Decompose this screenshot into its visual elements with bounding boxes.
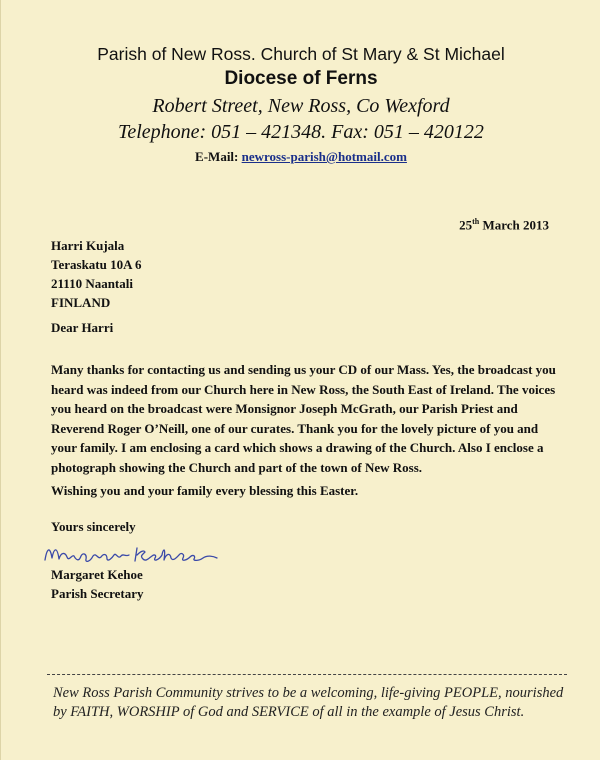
footer-divider bbox=[47, 674, 567, 675]
parish-address: Robert Street, New Ross, Co Wexford bbox=[152, 95, 450, 117]
footer-motto: New Ross Parish Community strives to be a welcoming, life-giving PEOPLE, nourished by FAITH, WORSHIP of God and SERVICE of all in the example of Jesus Christ. bbox=[53, 685, 564, 720]
date-day: 25 bbox=[459, 217, 473, 233]
signer-name: Margaret Kehoe bbox=[51, 567, 143, 582]
recipient-city: 21110 Naantali bbox=[51, 276, 133, 291]
salutation: Dear Harri bbox=[51, 320, 114, 335]
date-rest: March 2013 bbox=[479, 217, 549, 233]
email-link[interactable]: newross-parish@hotmail.com bbox=[241, 149, 407, 164]
diocese-title: Diocese of Ferns bbox=[224, 68, 378, 89]
recipient-address bbox=[51, 236, 142, 312]
parish-phone-fax: Telephone: 051 – 421348. Fax: 051 – 420122 bbox=[118, 121, 484, 143]
recipient-street: Teraskatu 10A 6 bbox=[51, 257, 142, 272]
letter-body: Many thanks for contacting us and sending us your CD of our Mass. Yes, the broadcast you heard was indeed from our Church here in New Ross, the South East of Ireland. The voices you heard on the broadcast were Monsignor Joseph McGrath, our Parish Priest and Reverend Roger O’Neill, one of our curates. Thank you for the lovely picture of you and your family. I am enclosing a card which shows a drawing of the Church. Also I enclose a photograph showing the Church and part of the town of New Ross. bbox=[51, 362, 556, 475]
recipient-name: Harri Kujala bbox=[51, 238, 125, 253]
closing: Yours sincerely bbox=[51, 519, 136, 534]
date-suffix: th bbox=[472, 217, 480, 226]
signer-title: Parish Secretary bbox=[51, 586, 144, 601]
recipient-country: FINLAND bbox=[51, 295, 111, 310]
letter-date bbox=[459, 217, 549, 233]
email-line bbox=[1, 149, 600, 165]
signer-block bbox=[51, 565, 144, 603]
easter-wishes: Wishing you and your family every blessing this Easter. bbox=[51, 483, 359, 498]
email-label: E-Mail: bbox=[195, 149, 239, 164]
handwritten-signature bbox=[41, 540, 231, 568]
parish-name: Parish of New Ross. Church of St Mary & St Michael bbox=[97, 44, 505, 64]
